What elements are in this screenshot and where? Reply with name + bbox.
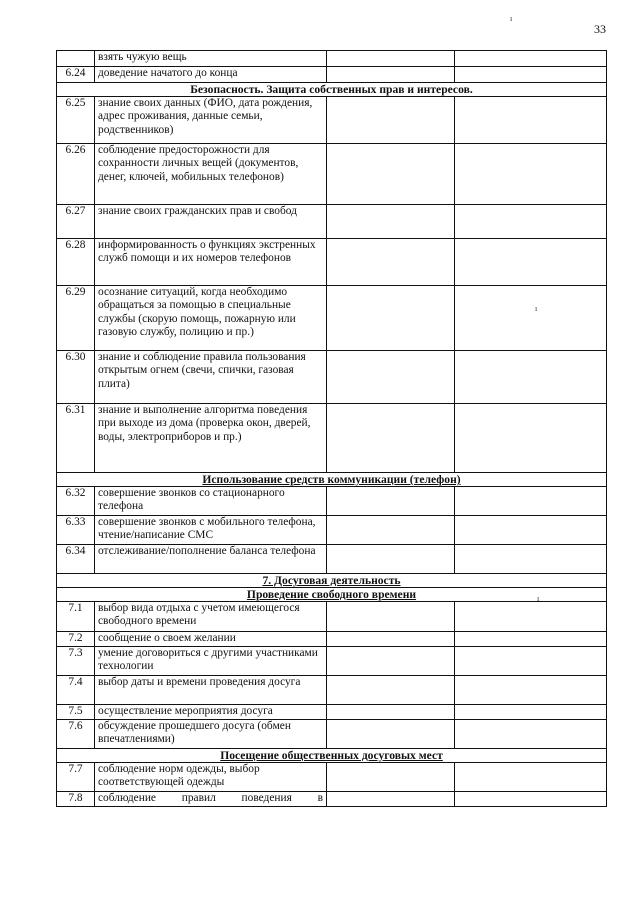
- assessment-cell: [455, 51, 607, 67]
- section-title: Посещение общественных досуговых мест: [220, 749, 443, 762]
- section-title: Использование средств коммуникации (телефон): [202, 473, 461, 486]
- table-row: [57, 97, 607, 144]
- item-text: совершение звонков с мобильного телефона, чтение/написание СМС: [95, 516, 327, 545]
- item-text: умение договориться с другими участниками технологии: [95, 647, 327, 676]
- assessment-cell: [455, 97, 607, 144]
- assessment-cell: [327, 676, 455, 705]
- assessment-cell: [455, 516, 607, 545]
- item-number: 6.24: [57, 67, 95, 83]
- section-title: 7. Досуговая деятельность: [262, 574, 401, 587]
- table-row: [57, 647, 607, 676]
- table-row: [57, 351, 607, 404]
- item-number: 6.26: [57, 144, 95, 205]
- item-number: 7.1: [57, 602, 95, 632]
- item-text: соблюдение предосторожности для сохранности личных вещей (документов, денег, ключей, мобильных телефонов): [95, 144, 327, 205]
- item-number: 7.2: [57, 632, 95, 647]
- table-row: [57, 676, 607, 705]
- item-text: соблюдение правил поведения в: [95, 792, 327, 807]
- assessment-cell: [455, 632, 607, 647]
- table-row: [57, 720, 607, 749]
- assessment-cell: [327, 516, 455, 545]
- item-number: 7.5: [57, 705, 95, 720]
- assessment-cell: [327, 720, 455, 749]
- item-text: знание своих данных (ФИО, дата рождения, адрес проживания, данные семьи, родственников): [95, 97, 327, 144]
- section-header-row: [57, 749, 607, 763]
- item-number: 6.29: [57, 286, 95, 351]
- assessment-cell: [455, 705, 607, 720]
- assessment-cell: [327, 205, 455, 239]
- item-number: 7.8: [57, 792, 95, 807]
- section-header-row: [57, 574, 607, 588]
- scan-speck: ı: [537, 594, 540, 603]
- item-number: 7.6: [57, 720, 95, 749]
- item-text: знание своих гражданских прав и свобод: [95, 205, 327, 239]
- item-text: доведение начатого до конца: [95, 67, 327, 83]
- table-row: [57, 67, 607, 83]
- assessment-cell: [327, 144, 455, 205]
- table-row: [57, 632, 607, 647]
- item-number: 7.7: [57, 763, 95, 792]
- table-row: [57, 602, 607, 632]
- item-number: 6.25: [57, 97, 95, 144]
- assessment-cell: [455, 144, 607, 205]
- section-header-row: [57, 83, 607, 97]
- item-number: 7.3: [57, 647, 95, 676]
- assessment-cell: [327, 286, 455, 351]
- assessment-cell: [455, 763, 607, 792]
- assessment-cell: [455, 602, 607, 632]
- item-text: знание и выполнение алгоритма поведения при выходе из дома (проверка окон, дверей, воды, электроприборов и пр.): [95, 404, 327, 473]
- assessment-cell: [455, 647, 607, 676]
- section-header-row: [57, 473, 607, 487]
- table-row: [57, 404, 607, 473]
- item-number: 6.31: [57, 404, 95, 473]
- assessment-table: [56, 50, 607, 807]
- item-text: отслеживание/пополнение баланса телефона: [95, 545, 327, 574]
- assessment-cell: [455, 205, 607, 239]
- item-number: 6.28: [57, 239, 95, 286]
- item-number: 6.33: [57, 516, 95, 545]
- assessment-cell: [455, 67, 607, 83]
- table-row: [57, 239, 607, 286]
- item-number: [57, 51, 95, 67]
- item-text: осуществление мероприятия досуга: [95, 705, 327, 720]
- scan-speck: ı: [510, 14, 513, 23]
- assessment-cell: [455, 676, 607, 705]
- assessment-cell: [455, 239, 607, 286]
- assessment-cell: [327, 705, 455, 720]
- table-row: [57, 487, 607, 516]
- assessment-cell: [327, 404, 455, 473]
- scan-speck: ı: [535, 304, 538, 313]
- page-number: 33: [594, 22, 606, 36]
- assessment-cell: [327, 763, 455, 792]
- section-title: Проведение свободного времени: [246, 588, 417, 601]
- assessment-cell: [327, 51, 455, 67]
- assessment-cell: [327, 545, 455, 574]
- item-number: 6.27: [57, 205, 95, 239]
- assessment-cell: [455, 286, 607, 351]
- assessment-cell: [327, 239, 455, 286]
- table-row: [57, 516, 607, 545]
- table-row: [57, 545, 607, 574]
- assessment-cell: [455, 720, 607, 749]
- table-row: [57, 792, 607, 807]
- item-text: знание и соблюдение правила пользования открытым огнем (свечи, спички, газовая плита): [95, 351, 327, 404]
- item-text: взять чужую вещь: [95, 51, 327, 67]
- assessment-cell: [327, 602, 455, 632]
- section-header-row: [57, 588, 607, 602]
- table-row: [57, 763, 607, 792]
- item-text: информированность о функциях экстренных служб помощи и их номеров телефонов: [95, 239, 327, 286]
- assessment-cell: [455, 487, 607, 516]
- item-text: соблюдение норм одежды, выбор соответствующей одежды: [95, 763, 327, 792]
- item-number: 7.4: [57, 676, 95, 705]
- item-text: совершение звонков со стационарного телефона: [95, 487, 327, 516]
- item-number: 6.30: [57, 351, 95, 404]
- assessment-cell: [327, 792, 455, 807]
- table-row: [57, 144, 607, 205]
- table-row: [57, 286, 607, 351]
- assessment-cell: [327, 632, 455, 647]
- item-number: 6.34: [57, 545, 95, 574]
- item-text: сообщение о своем желании: [95, 632, 327, 647]
- assessment-cell: [327, 647, 455, 676]
- assessment-cell: [455, 351, 607, 404]
- item-number: 6.32: [57, 487, 95, 516]
- assessment-cell: [455, 404, 607, 473]
- assessment-cell: [327, 487, 455, 516]
- section-title: Безопасность. Защита собственных прав и интересов.: [190, 83, 473, 96]
- item-text: осознание ситуаций, когда необходимо обращаться за помощью в специальные службы (скорую помощь, пожарную или газовую службу, полицию и пр.): [95, 286, 327, 351]
- item-text: обсуждение прошедшего досуга (обмен впечатлениями): [95, 720, 327, 749]
- assessment-cell: [327, 351, 455, 404]
- item-text: выбор даты и времени проведения досуга: [95, 676, 327, 705]
- item-text: выбор вида отдыха с учетом имеющегося свободного времени: [95, 602, 327, 632]
- assessment-cell: [455, 792, 607, 807]
- table-row: [57, 205, 607, 239]
- table-row: [57, 705, 607, 720]
- assessment-cell: [455, 545, 607, 574]
- assessment-cell: [327, 97, 455, 144]
- assessment-cell: [327, 67, 455, 83]
- table-row: [57, 51, 607, 67]
